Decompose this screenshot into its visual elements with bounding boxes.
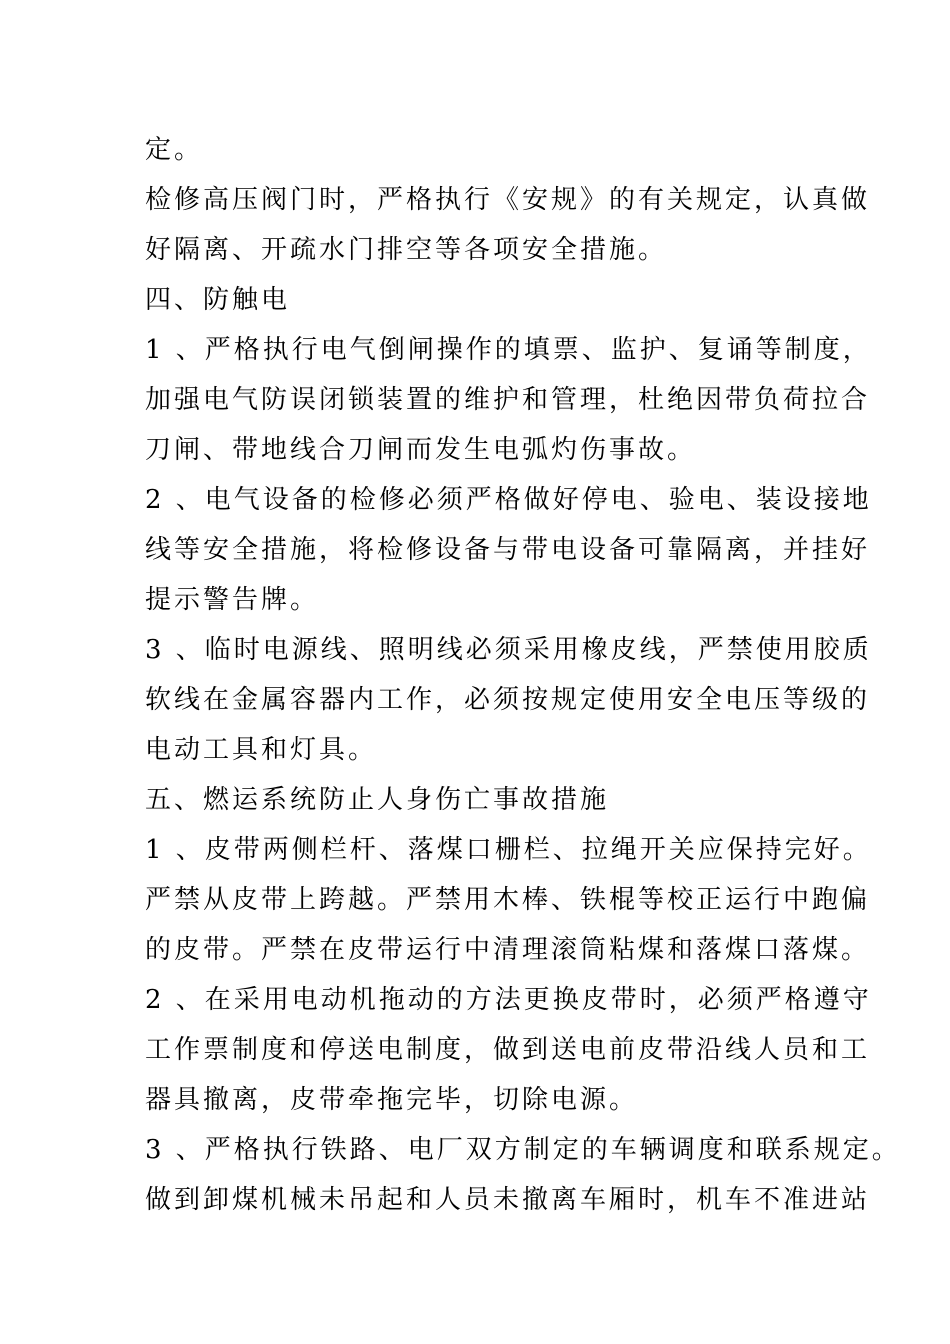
text-line: 电动工具和灯具。 (145, 735, 378, 765)
text-line: 好隔离、开疏水门排空等各项安全措施。 (145, 235, 668, 265)
text-line: 严禁从皮带上跨越。严禁用木棒、铁棍等校正运行中跑偏 (145, 885, 871, 915)
section-heading: 五、燃运系统防止人身伤亡事故措施 (145, 785, 610, 815)
section-heading: 四、防触电 (145, 285, 291, 315)
text-line: 提示警告牌。 (145, 585, 320, 615)
text-line: 刀闸、带地线合刀闸而发生电弧灼伤事故。 (145, 435, 697, 465)
text-line: 2 、电气设备的检修必须严格做好停电、验电、装设接地 (145, 485, 872, 515)
text-line: 2 、在采用电动机拖动的方法更换皮带时，必须严格遵守 (145, 985, 872, 1015)
text-line: 1 、皮带两侧栏杆、落煤口栅栏、拉绳开关应保持完好。 (145, 835, 872, 865)
text-line: 器具撤离，皮带牵拖完毕，切除电源。 (145, 1085, 639, 1115)
text-line: 软线在金属容器内工作，必须按规定使用安全电压等级的 (145, 685, 871, 715)
text-line: 定。 (145, 135, 204, 165)
text-line: 检修高压阀门时，严格执行《安规》的有关规定，认真做 (145, 185, 871, 215)
text-line: 工作票制度和停送电制度，做到送电前皮带沿线人员和工 (145, 1035, 871, 1065)
text-line: 1 、严格执行电气倒闸操作的填票、监护、复诵等制度， (145, 335, 872, 365)
text-line: 3 、临时电源线、照明线必须采用橡皮线，严禁使用胶质 (145, 635, 872, 665)
text-line: 3 、严格执行铁路、电厂双方制定的车辆调度和联系规定。 (145, 1135, 901, 1165)
text-line: 做到卸煤机械未吊起和人员未撤离车厢时，机车不准进站 (145, 1185, 871, 1215)
text-line: 线等安全措施，将检修设备与带电设备可靠隔离，并挂好 (145, 535, 871, 565)
text-line: 加强电气防误闭锁装置的维护和管理，杜绝因带负荷拉合 (145, 385, 871, 415)
text-line: 的皮带。严禁在皮带运行中清理滚筒粘煤和落煤口落煤。 (145, 935, 871, 965)
